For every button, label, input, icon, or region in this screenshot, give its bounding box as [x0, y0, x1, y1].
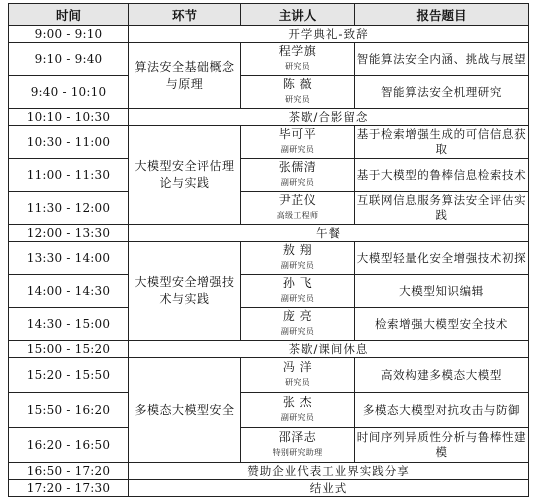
speaker-role: 副研究员 — [280, 145, 315, 154]
speaker-cell — [241, 159, 355, 192]
table-row — [9, 275, 529, 308]
time-cell: 11:30 - 12:00 — [9, 192, 129, 225]
table-row — [9, 463, 529, 480]
time-cell: 10:10 - 10:30 — [9, 109, 129, 126]
span-cell: 开学典礼-致辞 — [129, 26, 529, 43]
table-row — [9, 126, 529, 159]
header-session: 环节 — [129, 4, 241, 26]
time-cell: 13:30 - 14:00 — [9, 242, 129, 275]
table-row — [9, 308, 529, 341]
table-row — [9, 428, 529, 463]
header-row — [9, 4, 529, 26]
topic-cell: 智能算法安全内涵、挑战与展望 — [355, 43, 529, 76]
speaker-name: 敖 翔 — [282, 243, 313, 257]
time-cell: 12:00 - 13:30 — [9, 225, 129, 242]
time-cell: 9:10 - 9:40 — [9, 43, 129, 76]
speaker-cell — [241, 76, 355, 109]
table-row — [9, 109, 529, 126]
header-topic: 报告题目 — [355, 4, 529, 26]
speaker-cell — [241, 308, 355, 341]
speaker-role: 研究员 — [285, 378, 310, 387]
table-row — [9, 192, 529, 225]
speaker-cell — [241, 275, 355, 308]
session-cell: 大模型安全评估理论与实践 — [129, 126, 241, 225]
table-row — [9, 393, 529, 428]
span-cell: 午餐 — [129, 225, 529, 242]
speaker-name: 程学旗 — [278, 44, 317, 58]
speaker-role: 副研究员 — [280, 261, 315, 270]
speaker-name: 尹芷仪 — [278, 193, 317, 207]
table-row — [9, 358, 529, 393]
time-cell: 15:50 - 16:20 — [9, 393, 129, 428]
table-row — [9, 225, 529, 242]
span-cell: 茶歇/课间休息 — [129, 341, 529, 358]
topic-cell: 时间序列异质性分析与鲁棒性建模 — [355, 428, 529, 463]
table-row — [9, 159, 529, 192]
speaker-role: 副研究员 — [280, 178, 315, 187]
time-cell: 9:40 - 10:10 — [9, 76, 129, 109]
table-row — [9, 480, 529, 497]
time-cell: 17:20 - 17:30 — [9, 480, 129, 497]
topic-cell: 大模型知识编辑 — [355, 275, 529, 308]
topic-cell: 多模态大模型对抗攻击与防御 — [355, 393, 529, 428]
span-cell: 赞助企业代表工业界实践分享 — [129, 463, 529, 480]
speaker-role: 特别研究助理 — [272, 448, 323, 457]
topic-cell: 智能算法安全机理研究 — [355, 76, 529, 109]
speaker-cell — [241, 242, 355, 275]
time-cell: 9:00 - 9:10 — [9, 26, 129, 43]
table-row — [9, 76, 529, 109]
speaker-role: 副研究员 — [280, 327, 315, 336]
speaker-name: 庞 亮 — [282, 309, 313, 323]
topic-cell: 基于大模型的鲁棒信息检索技术 — [355, 159, 529, 192]
speaker-role: 研究员 — [285, 62, 310, 71]
speaker-name: 陈 薇 — [282, 77, 313, 91]
time-cell: 14:00 - 14:30 — [9, 275, 129, 308]
speaker-cell — [241, 428, 355, 463]
time-cell: 11:00 - 11:30 — [9, 159, 129, 192]
topic-cell: 高效构建多模态大模型 — [355, 358, 529, 393]
topic-cell: 互联网信息服务算法安全评估实践 — [355, 192, 529, 225]
speaker-cell — [241, 358, 355, 393]
speaker-role: 副研究员 — [280, 294, 315, 303]
speaker-name: 孙 飞 — [282, 276, 313, 290]
time-cell: 16:20 - 16:50 — [9, 428, 129, 463]
speaker-cell — [241, 393, 355, 428]
topic-cell: 大模型轻量化安全增强技术初探 — [355, 242, 529, 275]
speaker-name: 张 杰 — [282, 395, 313, 409]
speaker-name: 毕可平 — [278, 127, 317, 141]
time-cell: 15:20 - 15:50 — [9, 358, 129, 393]
speaker-name: 冯 洋 — [282, 360, 313, 374]
time-cell: 10:30 - 11:00 — [9, 126, 129, 159]
speaker-name: 张儒清 — [278, 160, 317, 174]
time-cell: 14:30 - 15:00 — [9, 308, 129, 341]
header-speaker: 主讲人 — [241, 4, 355, 26]
time-cell: 15:00 - 15:20 — [9, 341, 129, 358]
span-cell: 结业式 — [129, 480, 529, 497]
span-cell: 茶歇/合影留念 — [129, 109, 529, 126]
table-row — [9, 242, 529, 275]
time-cell: 16:50 - 17:20 — [9, 463, 129, 480]
speaker-role: 研究员 — [285, 95, 310, 104]
speaker-cell — [241, 43, 355, 76]
table-row — [9, 26, 529, 43]
session-cell: 大模型安全增强技术与实践 — [129, 242, 241, 341]
schedule-table — [8, 3, 529, 497]
table-row — [9, 43, 529, 76]
speaker-role: 副研究员 — [280, 413, 315, 422]
speaker-cell — [241, 192, 355, 225]
session-cell: 算法安全基础概念与原理 — [129, 43, 241, 109]
speaker-role: 高级工程师 — [276, 211, 319, 220]
speaker-name: 邵泽志 — [278, 430, 317, 444]
table-row — [9, 341, 529, 358]
header-time: 时间 — [9, 4, 129, 26]
session-cell: 多模态大模型安全 — [129, 358, 241, 463]
speaker-cell — [241, 126, 355, 159]
topic-cell: 基于检索增强生成的可信信息获取 — [355, 126, 529, 159]
topic-cell: 检索增强大模型安全技术 — [355, 308, 529, 341]
